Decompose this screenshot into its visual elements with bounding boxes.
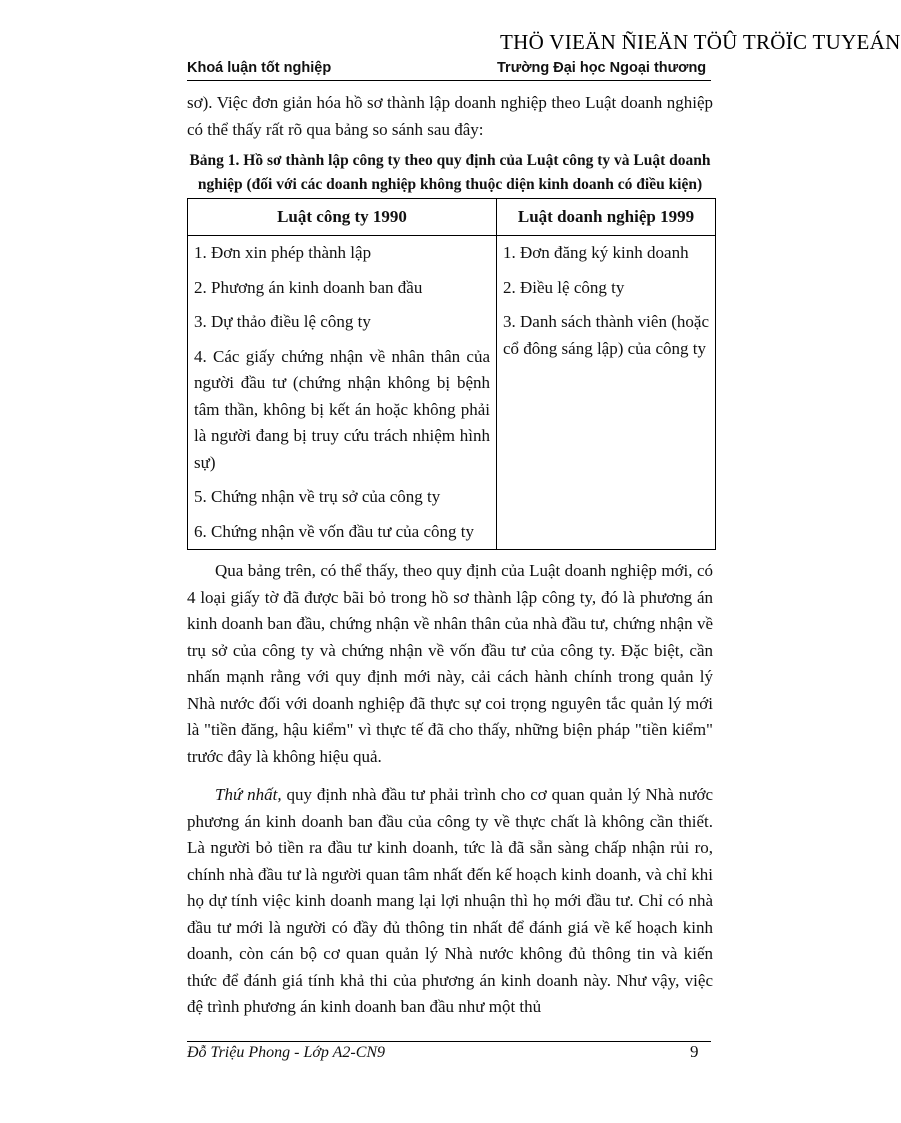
list-item: 2. Phương án kinh doanh ban đầu: [194, 277, 423, 297]
table-row: [188, 236, 716, 550]
header-thesis-label: Khoá luận tốt nghiệp: [187, 60, 332, 76]
analysis-paragraph: Qua bảng trên, có thể thấy, theo quy định của Luật doanh nghiệp mới, có 4 loại giấy tờ đã được bãi bỏ trong hồ sơ thành lập công ty, đó là phương án kinh doanh ban đầu, chứng nhận về nhân thân của nhà đầu tư, chứng nhận về trụ sở của công ty và chứng nhận về vốn đầu tư của công ty. Đặc biệt, cần nhấn mạnh rằng với quy định mới này, cải cách hành chính trong quản lý Nhà nước đối với doanh nghiệp đã thực sự coi trọng nguyên tắc quản lý mới là "tiền đăng, hậu kiểm" vì thực tế đã cho thấy, những biện pháp "tiền kiểm" trước đây là không hiệu quả.: [187, 561, 713, 766]
list-item: 5. Chứng nhận về trụ sở của công ty: [194, 487, 441, 506]
footer-divider: [187, 1041, 711, 1042]
footer-author: Đỗ Triệu Phong - Lớp A2-CN9: [187, 1044, 386, 1061]
list-item: 3. Dự thảo điều lệ công ty: [194, 312, 371, 331]
table-caption: Bảng 1. Hồ sơ thành lập công ty theo quy định của Luật công ty và Luật doanh nghiệp (đối với các doanh nghiệp không thuộc diện kinh doanh có điều kiện): [189, 152, 711, 193]
page-number: 9: [690, 1042, 699, 1061]
list-item: 6. Chứng nhận về vốn đầu tư của công ty: [194, 521, 474, 541]
list-item: 4. Các giấy chứng nhận về nhân thân của người đầu tư (chứng nhận không bị bệnh tâm thần, không bị kết án hoặc không phải là người đang bị truy cứu trách nhiệm hình sự): [194, 346, 490, 472]
first-point-body: quy định nhà đầu tư phải trình cho cơ quan quản lý Nhà nước phương án kinh doanh ban đầu của công ty về thực chất là không cần thiết. Là người bỏ tiền ra đầu tư kinh doanh, tức là đã sẵn sàng chấp nhận rủi ro, chính nhà đầu tư là người quan tâm nhất đến kế hoạch kinh doanh, và chỉ khi họ dự tính việc kinh doanh mang lại lợi nhuận thì họ mới đầu tư. Chỉ có nhà đầu tư mới là người có đầy đủ thông tin nhất để đánh giá về kế hoạch kinh doanh, còn cán bộ cơ quan quản lý Nhà nước không đủ thông tin và kiến thức để đánh giá tính khả thi của phương án kinh doanh này. Như vậy, việc đệ trình phương án kinh doanh ban đầu như một thủ: [187, 785, 714, 1016]
table-header-row: [188, 199, 716, 236]
list-item: 2. Điều lệ công ty: [503, 277, 625, 297]
watermark-text: THÖ VIEÄN ÑIEÄN TÖÛ TRÖÏC TUYEÁN: [500, 30, 901, 54]
page-body: [187, 90, 713, 1021]
table-header-company-law: Luật công ty 1990: [188, 199, 497, 236]
intro-paragraph: sơ). Việc đơn giản hóa hồ sơ thành lập doanh nghiệp theo Luật doanh nghiệp có thể thấy rất rõ qua bảng so sánh sau đây:: [187, 93, 713, 139]
list-item: 1. Đơn xin phép thành lập: [194, 243, 372, 262]
first-point-paragraph: [187, 782, 713, 1021]
enterprise-law-requirements: [497, 236, 716, 550]
list-item: 3. Danh sách thành viên (hoặc cổ đông sáng lập) của công ty: [503, 312, 709, 358]
header-university: Trường Đại học Ngoại thương: [497, 60, 707, 76]
company-law-requirements: [188, 236, 497, 550]
page-header: [187, 58, 711, 81]
first-point-lead: Thứ nhất,: [215, 785, 282, 804]
comparison-table: [187, 198, 716, 550]
table-header-enterprise-law: Luật doanh nghiệp 1999: [497, 199, 716, 236]
list-item: 1. Đơn đăng ký kinh doanh: [503, 243, 689, 262]
